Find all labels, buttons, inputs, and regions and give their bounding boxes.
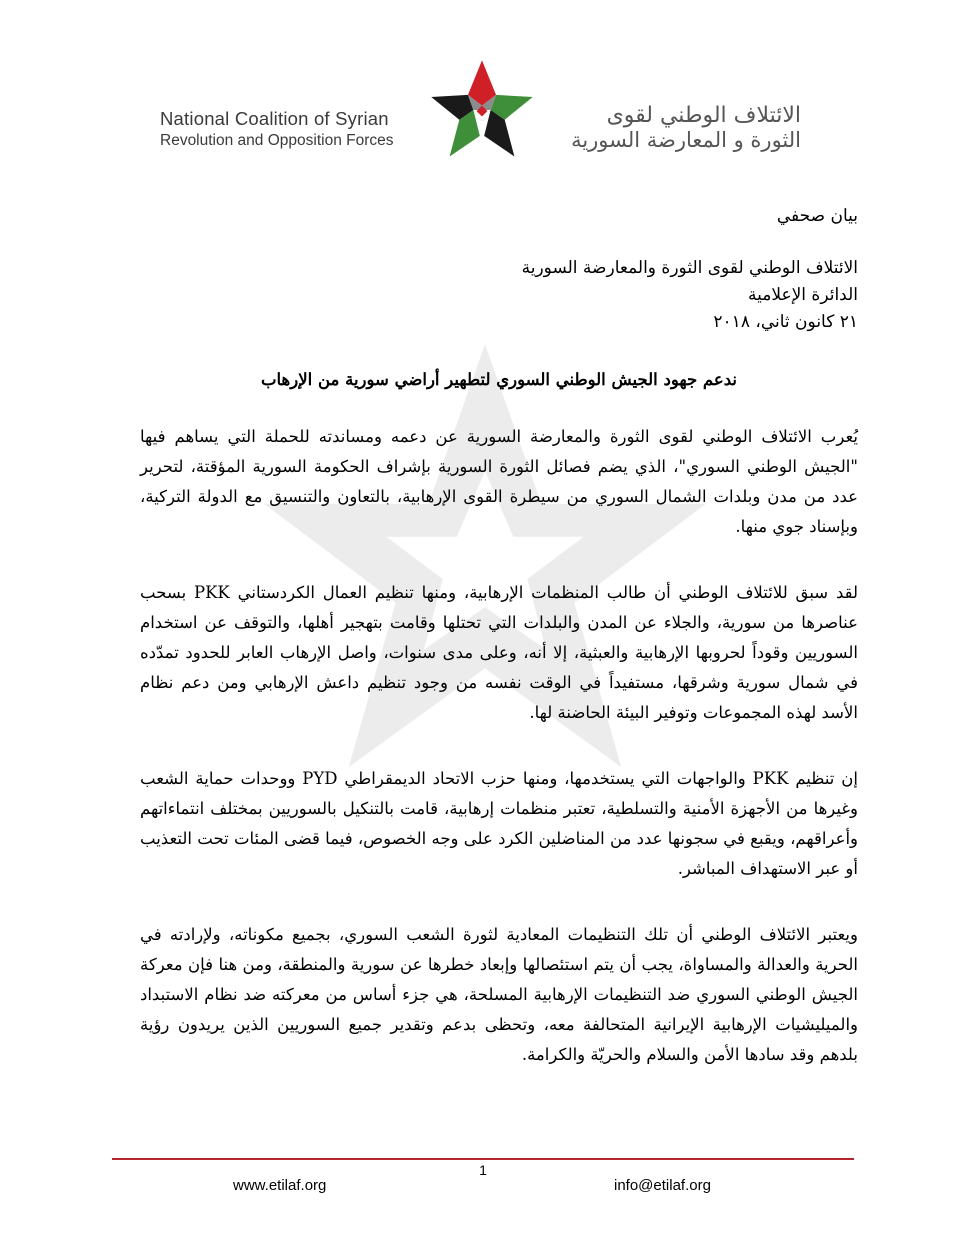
issuer-block — [140, 255, 858, 336]
star-logo-icon — [428, 56, 536, 164]
footer-divider — [112, 1158, 854, 1160]
org-name-english — [160, 108, 394, 151]
paragraph-2: لقد سبق للائتلاف الوطني أن طالب المنظمات الإرهابية، ومنها تنظيم العمال الكردستاني PKK بسحب عناصرها من سورية، والجلاء عن المدن والبلدات التي تحتلها وقامت بتهجير أهلها، والتوقف عن استخدام السوريين وقوداً لحروبها الإرهابية والعبثية، إلا أنه، وعلى مدى سنوات، واصل الإرهاب العابر للحدود تمدّده في شمال سورية وشرقها، مستفيداً في الوقت نفسه من وجود تنظيم داعش الإرهابي ومن دعم نظام الأسد لهذه المجموعات وتوفير البيئة الحاضنة لها. — [140, 583, 858, 722]
paragraph-4: ويعتبر الائتلاف الوطني أن تلك التنظيمات المعادية لثورة الشعب السوري، بجميع مكوناته، ولإرادته في الحرية والعدالة والمساواة، يجب أن يتم استئصالها وإبعاد خطرها عن سورية والمنطقة، ومن هنا فإن معركة الجيش الوطني السوري ضد التنظيمات الإرهابية المسلحة، هي جزء أساس من معركته ضد نظام الاستبداد والميليشيات الإرهابية الإيرانية المتحالفة معه، وتحظى بدعم وتقدير جميع السوريين الذين يريدون رؤية بلدهم وقد سادها الأمن والسلام والحريّة والكرامة. — [140, 925, 858, 1064]
press-release-body — [140, 204, 858, 1070]
paragraph-1: يُعرب الائتلاف الوطني لقوى الثورة والمعارضة السورية عن دعمه ومساندته للحملة التي يساهم فيها "الجيش الوطني السوري"، الذي يضم فصائل الثورة السورية بإشراف الحكومة السورية المؤقتة، لتحرير عدد من مدن وبلدات الشمال السوري من سيطرة القوى الإرهابية، بالتعاون والتنسيق مع الدولة التركية، وبإسناد جوي منها. — [140, 427, 858, 536]
document-date: ٢١ كانون ثاني، ٢٠١٨ — [713, 312, 858, 332]
document-title: ندعم جهود الجيش الوطني السوري لتطهير أراضي سورية من الإرهاب — [261, 370, 737, 389]
letterhead — [0, 56, 966, 166]
footer-email-link[interactable]: info@etilaf.org — [614, 1177, 711, 1194]
document-type-label: بيان صحفي — [776, 206, 858, 226]
footer-website-link[interactable]: www.etilaf.org — [233, 1177, 327, 1194]
org-name-arabic — [571, 103, 801, 152]
org-name-ar-line2: الثورة و المعارضة السورية — [571, 128, 801, 153]
issuer-name: الائتلاف الوطني لقوى الثورة والمعارضة السورية — [521, 258, 858, 278]
page-number: 1 — [479, 1162, 487, 1178]
paragraph-3: إن تنظيم PKK والواجهات التي يستخدمها، ومنها حزب الاتحاد الديمقراطي PYD ووحدات حماية الشعب وغيرها من الأجهزة الأمنية والتسلطية، تعتبر منظمات إرهابية، قامت بالتنكيل بالسوريين بمختلف انتماءاتهم وأعراقهم، ويقبع في سجونها عدد من المناضلين الكرد على وجه الخصوص، فيما قضى المئات تحت التعذيب أو عبر الاستهداف المباشر. — [140, 769, 858, 878]
org-name-en-line2: Revolution and Opposition Forces — [160, 132, 394, 150]
org-name-ar-line1: الائتلاف الوطني لقوى — [606, 103, 801, 128]
org-name-en-line1: National Coalition of Syrian — [160, 108, 389, 129]
issuer-department: الدائرة الإعلامية — [747, 285, 858, 305]
